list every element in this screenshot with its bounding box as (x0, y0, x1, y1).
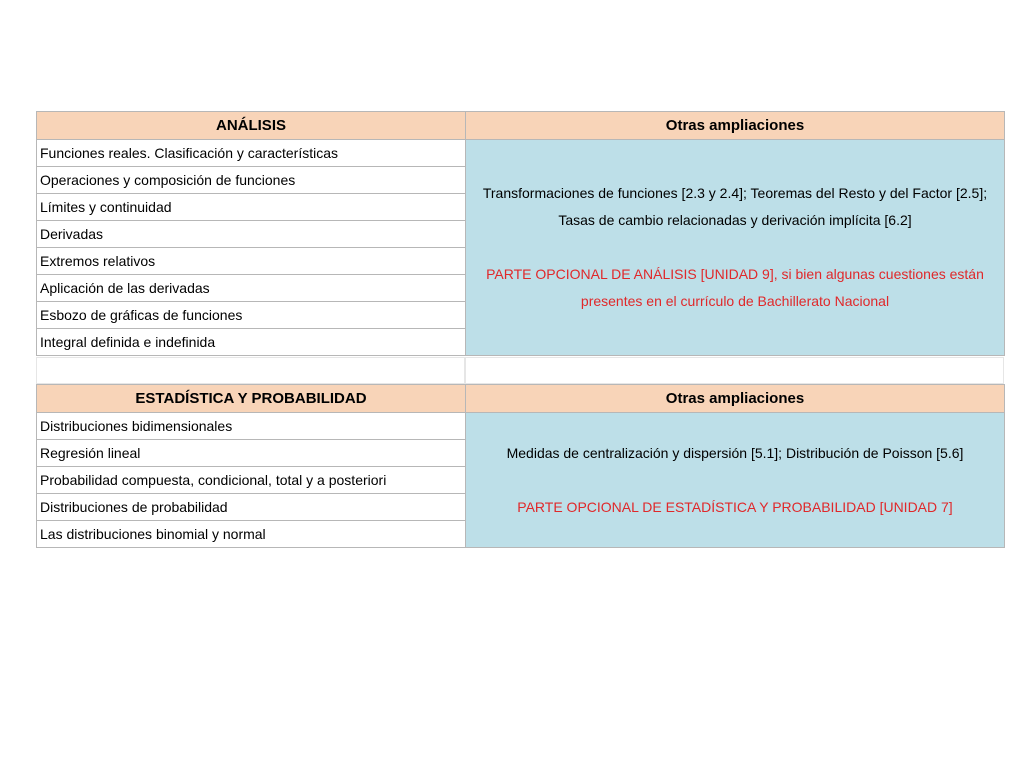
estadistica-optional-note: PARTE OPCIONAL DE ESTADÍSTICA Y PROBABILIDAD [UNIDAD 7] (517, 498, 953, 515)
table-spacer-row (36, 357, 1004, 384)
estadistica-header-row (37, 385, 1005, 413)
analisis-topic: Extremos relativos (37, 248, 466, 275)
analisis-topic: Aplicación de las derivadas (37, 275, 466, 302)
estadistica-topic: Las distribuciones binomial y normal (37, 521, 466, 548)
estadistica-topic: Distribuciones de probabilidad (37, 494, 466, 521)
table-row (37, 413, 1005, 440)
estadistica-extensions-header: Otras ampliaciones (466, 385, 1005, 413)
table-row (37, 140, 1005, 167)
estadistica-topic: Distribuciones bidimensionales (37, 413, 466, 440)
analisis-header-row (37, 112, 1005, 140)
spacer-cell (465, 357, 1004, 384)
analisis-optional-note: PARTE OPCIONAL DE ANÁLISIS [UNIDAD 9], si bien algunas cuestiones están presentes en el currículo de Bachillerato Nacional (486, 266, 984, 309)
analisis-extensions-cell (466, 140, 1005, 356)
analisis-topic: Operaciones y composición de funciones (37, 167, 466, 194)
estadistica-topic: Probabilidad compuesta, condicional, total y a posteriori (37, 467, 466, 494)
analisis-topic: Derivadas (37, 221, 466, 248)
analisis-topic: Esbozo de gráficas de funciones (37, 302, 466, 329)
analisis-header: ANÁLISIS (37, 112, 466, 140)
analisis-table (36, 111, 1005, 356)
analisis-topic: Límites y continuidad (37, 194, 466, 221)
analisis-topic: Integral definida e indefinida (37, 329, 466, 356)
analisis-extensions-header: Otras ampliaciones (466, 112, 1005, 140)
estadistica-table (36, 384, 1005, 548)
estadistica-topic: Regresión lineal (37, 440, 466, 467)
analisis-extensions-note: Transformaciones de funciones [2.3 y 2.4]; Teoremas del Resto y del Factor [2.5]; Tasas de cambio relacionadas y derivación implícita [6.2] (482, 185, 988, 228)
estadistica-extensions-note: Medidas de centralización y dispersión [5.1]; Distribución de Poisson [5.6] (506, 444, 964, 461)
spacer-cell (36, 357, 465, 384)
estadistica-extensions-cell (466, 413, 1005, 548)
analisis-topic: Funciones reales. Clasificación y características (37, 140, 466, 167)
estadistica-header: ESTADÍSTICA Y PROBABILIDAD (37, 385, 466, 413)
